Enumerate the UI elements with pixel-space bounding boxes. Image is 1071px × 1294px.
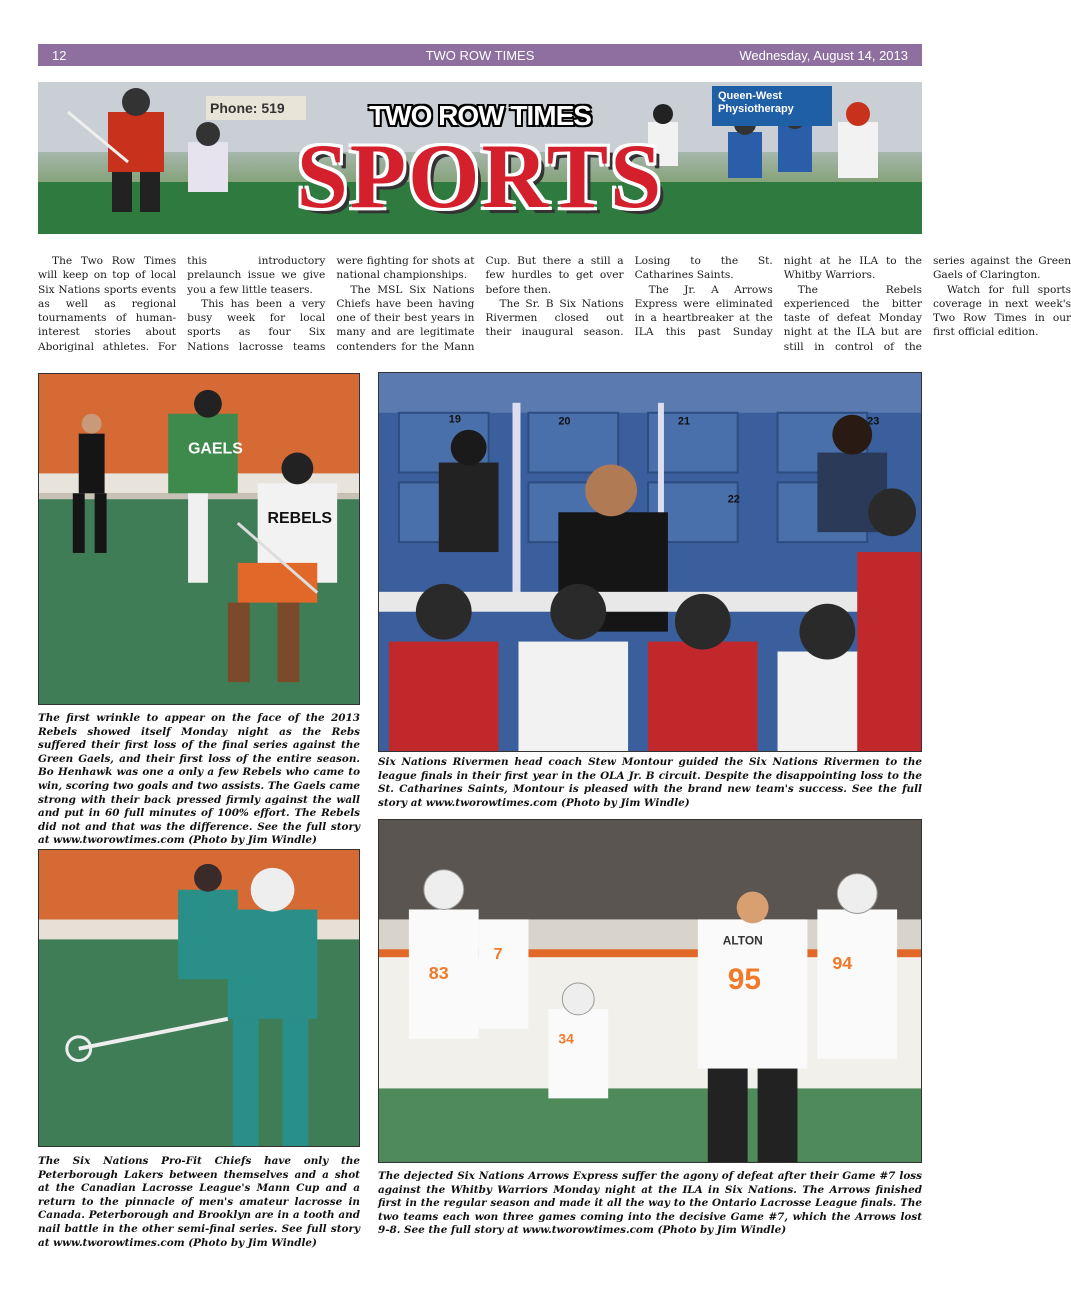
intro-paragraph: The Sr. B Six Nations Rivermen closed out their inaugural season. Losing to the St. Catharines Saints.	[485, 255, 773, 339]
sports-banner	[38, 82, 922, 234]
arrows-jersey-number: 7	[493, 946, 503, 964]
arrows-jersey-number: 94	[832, 953, 853, 974]
rivermen-caption: Six Nations Rivermen head coach Stew Montour guided the Six Nations Rivermen to the league finals in their first year in the OLA Jr. B circuit. Despite the disappointing loss to the St. Catharines Saints, Montour is pleased with the brand new team's success. See the full story at www.tworowtimes.com (Photo by Jim Windle)	[378, 756, 922, 809]
seat-number: 20	[558, 415, 571, 428]
arrows-jersey-number: 83	[428, 963, 449, 984]
seat-number: 19	[448, 413, 461, 426]
chiefs-photo	[38, 849, 360, 1147]
page-header-bar	[38, 44, 922, 66]
arrows-jersey-name: ALTON	[722, 933, 763, 948]
publication-name: TWO ROW TIMES	[425, 47, 535, 63]
banner-subtitle: TWO ROW TIMES	[369, 100, 591, 131]
arrows-jersey-number: 34	[558, 1030, 574, 1047]
seat-number: 22	[727, 493, 740, 506]
arrows-jersey-number: 95	[727, 963, 761, 997]
page-number: 12	[52, 47, 67, 63]
intro-paragraph: This has been a very busy week for local sports as four Six Nations lacrosse teams were fighting for shots at national championships.	[187, 255, 475, 353]
intro-paragraph: The Two Row Times will keep on top of local Six Nations sports events as well as regional tournaments of human-interest stories about Aboriginal athletes. For this introductory prelaunch issue we give you a few little teasers.	[38, 255, 326, 353]
issue-date: Wednesday, August 14, 2013	[739, 47, 908, 63]
chiefs-caption: The Six Nations Pro-Fit Chiefs have only the Peterborough Lakers between themselves and a shot at the Canadian Lacrosse League's Mann Cup and a return to the pinnacle of men's amateur lacrosse in Canada. Peterborough and Brooklyn are in a tooth and nail battle in the other semi-final series. See full story at www.tworowtimes.com (Photo by Jim Windle)	[38, 1155, 360, 1249]
seat-number: 21	[677, 415, 691, 428]
rebels-photo	[38, 373, 360, 705]
banner-ad-left: Phone: 519	[206, 96, 306, 120]
seat-number: 23	[867, 415, 880, 428]
banner-title: SPORTS	[296, 125, 664, 227]
banner-ad-right-line1: Queen-West	[718, 90, 782, 102]
gaels-jersey-text: GAELS	[188, 440, 243, 458]
rebels-jersey-text: REBELS	[267, 510, 333, 528]
intro-paragraph: Watch for full sports coverage in next week's Two Row Times in our first official edition.	[932, 283, 1071, 339]
intro-article	[38, 254, 1071, 360]
intro-paragraph: The MSL Six Nations Chiefs have been having one of their best years in many and are legitimate contenders for the Mann Cup. But there a still a few hurdles to get over before then.	[336, 255, 624, 353]
intro-paragraph: The Jr. A Arrows Express were eliminated in a heartbreaker at the ILA this past Sunday night at he ILA to the Whitby Warriors.	[634, 255, 922, 339]
rivermen-photo	[378, 372, 922, 752]
arrows-caption: The dejected Six Nations Arrows Express suffer the agony of defeat after their Game #7 loss against the Whitby Warriors Monday night at the ILA in Six Nations. The Arrows finished first in the regular season and made it all the way to the Ontario Lacrosse League finals. The two teams each won three games coming into the decisive Game #7, which the Arrows lost 9-8. See the full story at www.tworowtimes.com (Photo by Jim Windle)	[378, 1170, 922, 1237]
intro-paragraph: The Rebels experienced the bitter taste of defeat Monday night at the ILA but are still in control of the series against the Green Gaels of Clarington.	[783, 255, 1071, 353]
banner-ad-right-line2: Physiotherapy	[718, 103, 794, 116]
arrows-photo	[378, 819, 922, 1163]
rebels-caption: The first wrinkle to appear on the face of the 2013 Rebels showed itself Monday night as the Rebs suffered their first loss of the final series against the Green Gaels, and their first loss of the entire season. Bo Henhawk was one a only a few Rebels who came to win, scoring two goals and two assists. The Gaels came strong with their back pressed firmly against the wall and put in 60 full minutes of 100% effort. The Rebels did not and that was the difference. See the full story at www.tworowtimes.com (Photo by Jim Windle)	[38, 712, 360, 847]
